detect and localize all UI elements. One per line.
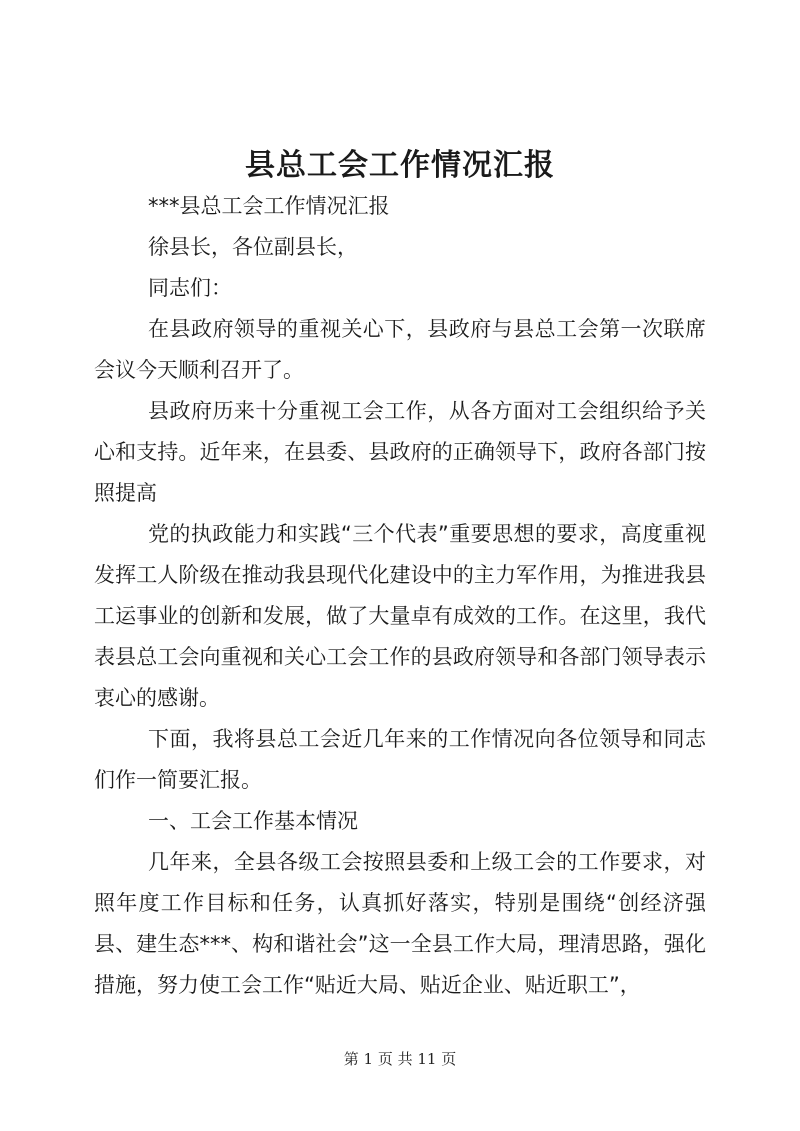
paragraph-meeting-opening: 在县政府领导的重视关心下，县政府与县总工会第一次联席会议今天顺利召开了。 [94, 317, 706, 382]
paragraph-party-thanks: 党的执政能力和实践“三个代表”重要思想的要求，高度重视发挥工人阶级在推动我县现代化建设中的主力军作用，为推进我县工运事业的创新和发展，做了大量卓有成效的工作。在这里，我代表县总工会向重视和关心工会工作的县政府领导和各部门领导表示衷心的感谢。 [94, 522, 706, 710]
page-number: 第 1 页 共 11 页 [343, 1050, 457, 1068]
document-body [94, 186, 706, 1006]
paragraph-greeting: 同志们： [148, 276, 232, 300]
paragraph-work-overview: 几年来，全县各级工会按照县委和上级工会的工作要求，对照年度工作目标和任务，认真抓好落实，特别是围绕“创经济强县、建生态***、构和谐社会”这一全县工作大局，理清思路，强化措施，努力使工会工作“贴近大局、贴近企业、贴近职工”， [94, 850, 706, 997]
paragraph-report-intro: 下面，我将县总工会近几年来的工作情况向各位领导和同志们作一简要汇报。 [94, 727, 706, 792]
document-title: 县总工会工作情况汇报 [245, 148, 555, 183]
section-heading-basic-situation: 一、工会工作基本情况 [148, 809, 358, 833]
paragraph-salutation: 徐县长，各位副县长， [148, 235, 358, 259]
paragraph-government-support: 县政府历来十分重视工会工作，从各方面对工会组织给予关心和支持。近年来，在县委、县政府的正确领导下，政府各部门按照提高 [94, 399, 706, 505]
paragraph-heading-line: ***县总工会工作情况汇报 [148, 194, 390, 218]
